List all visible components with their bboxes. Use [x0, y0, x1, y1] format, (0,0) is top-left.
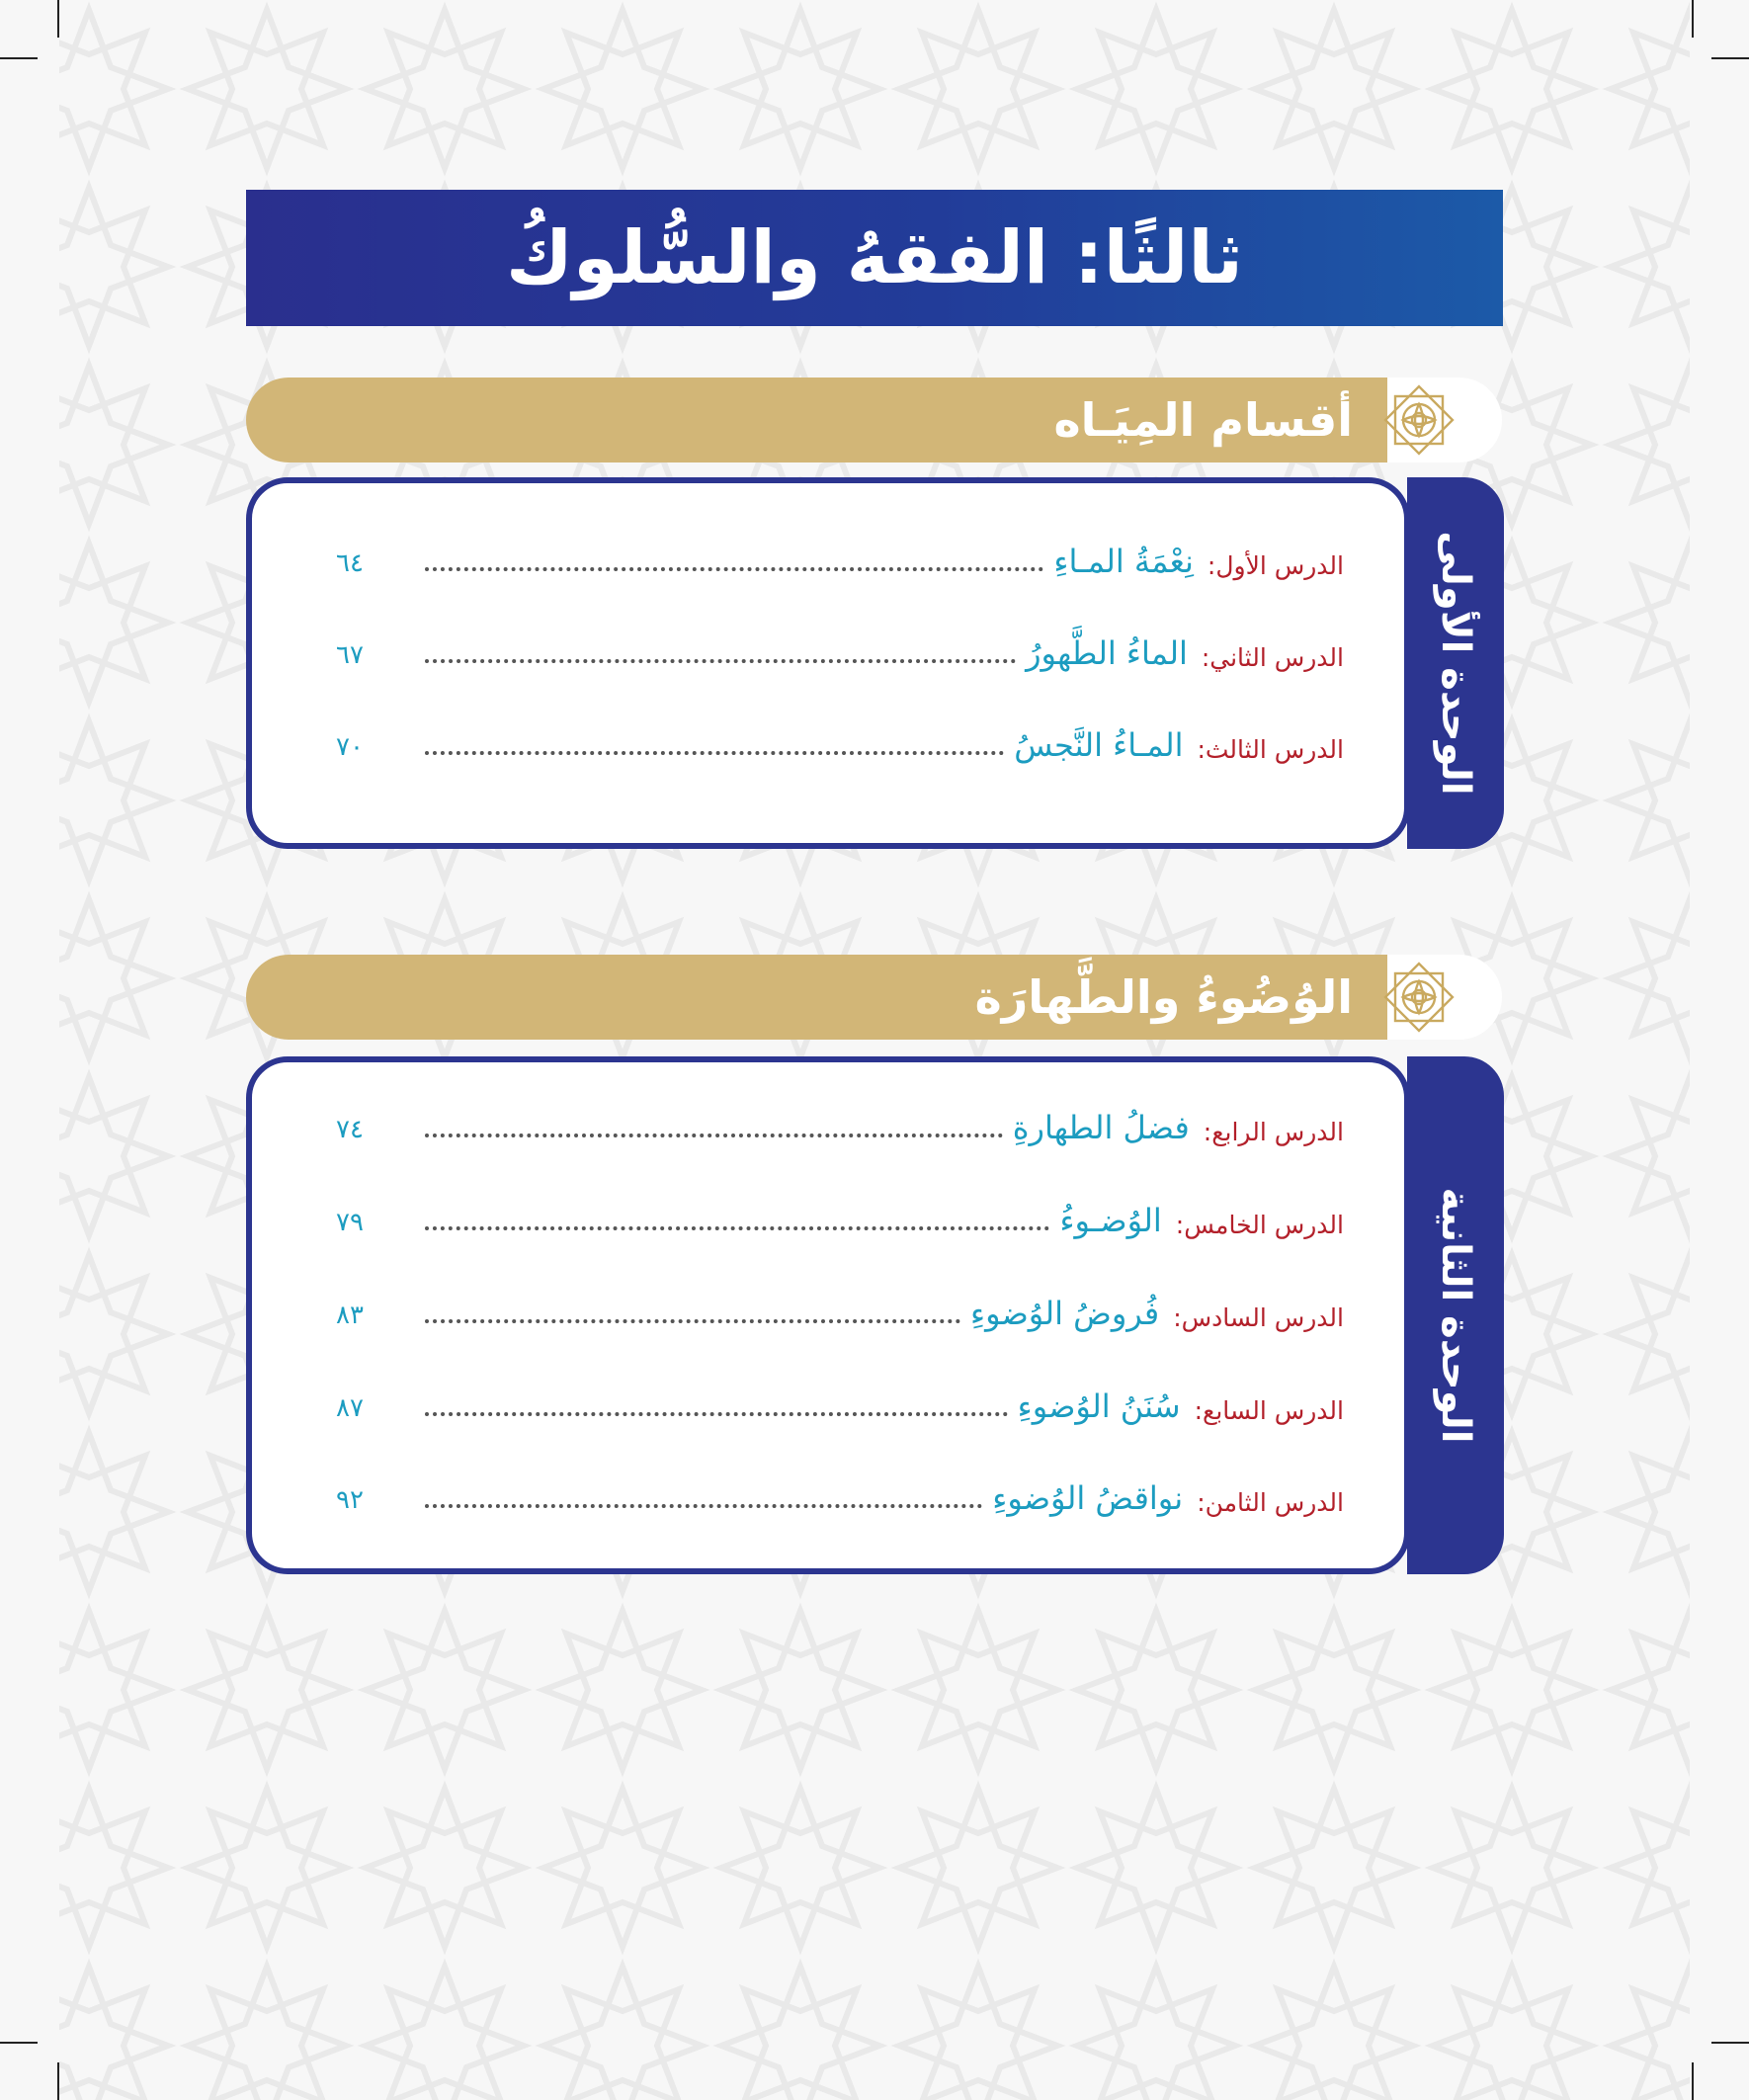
section-header-bar [246, 955, 1422, 1040]
crop-mark [1692, 0, 1694, 38]
flower-emblem-icon [1375, 954, 1462, 1041]
dot-leader [425, 659, 1016, 663]
lesson-name: فضلُ الطهارةِ [1012, 1109, 1190, 1146]
page-number: ٩٢ [336, 1485, 364, 1515]
page-number: ٦٧ [336, 640, 364, 670]
lesson-name: فُروضُ الوُضوءِ [970, 1295, 1160, 1332]
lesson-row[interactable] [336, 1468, 1344, 1517]
page-number: ٨٧ [336, 1393, 364, 1423]
lesson-label: الدرس الرابع: [1203, 1118, 1344, 1146]
page-number: ٦٤ [336, 548, 364, 578]
lesson-label: الدرس الثاني: [1201, 643, 1344, 672]
crop-mark [0, 2042, 38, 2044]
lesson-label: الدرس السابع: [1194, 1396, 1344, 1425]
page-number: ٧٤ [336, 1115, 364, 1144]
main-title-banner [246, 190, 1503, 326]
crop-mark [1711, 2042, 1749, 2044]
crop-mark [57, 0, 59, 38]
lesson-row[interactable] [336, 1190, 1344, 1239]
lesson-label: الدرس الأول: [1207, 551, 1344, 580]
page-number: ٧٠ [336, 732, 364, 762]
lesson-name: الوُضـوءُ [1059, 1202, 1162, 1239]
lesson-row[interactable] [336, 1097, 1344, 1146]
unit-tab [1407, 477, 1504, 849]
crop-mark [0, 57, 38, 59]
lesson-name: المـاءُ النَّجسُ [1014, 726, 1184, 764]
lesson-label: الدرس الثامن: [1197, 1488, 1344, 1517]
lesson-name: نواقضُ الوُضوءِ [992, 1479, 1184, 1517]
dot-leader [425, 1226, 1049, 1230]
lesson-row[interactable] [336, 714, 1344, 764]
section-header-bar [246, 378, 1422, 462]
dot-leader [425, 1412, 1008, 1416]
dot-leader [425, 1319, 960, 1323]
section-title: الوُضُوءُ والطَّهارَة [974, 970, 1353, 1024]
page-number: ٨٣ [336, 1301, 364, 1330]
page-number: ٧٩ [336, 1208, 364, 1237]
dot-leader [425, 1504, 982, 1508]
dot-leader [425, 1134, 1003, 1137]
lesson-name: الماءُ الطَّهورُ [1026, 634, 1188, 672]
page-title: ثالثًا: الفقهُ والسُّلوكُ [506, 215, 1243, 300]
unit-label: الوحدة الأولى [1433, 531, 1478, 796]
lesson-row[interactable] [336, 1376, 1344, 1425]
lesson-label: الدرس الخامس: [1175, 1211, 1344, 1239]
lesson-name: نِعْمَةُ المـاءِ [1053, 543, 1194, 580]
unit-label: الوحدة الثانية [1433, 1187, 1478, 1444]
section-title: أقسام المِيَـاه [1053, 393, 1353, 447]
lesson-row[interactable] [336, 531, 1344, 580]
unit-tab [1407, 1056, 1504, 1574]
flower-emblem-icon [1375, 377, 1462, 463]
lesson-row[interactable] [336, 1283, 1344, 1332]
lesson-name: سُنَنُ الوُضوءِ [1017, 1387, 1181, 1425]
dot-leader [425, 751, 1004, 755]
crop-mark [1692, 2062, 1694, 2100]
lesson-label: الدرس الثالث: [1197, 735, 1344, 764]
dot-leader [425, 567, 1043, 571]
crop-mark [1711, 57, 1749, 59]
lesson-label: الدرس السادس: [1173, 1303, 1344, 1332]
crop-mark [57, 2062, 59, 2100]
lesson-row[interactable] [336, 623, 1344, 672]
